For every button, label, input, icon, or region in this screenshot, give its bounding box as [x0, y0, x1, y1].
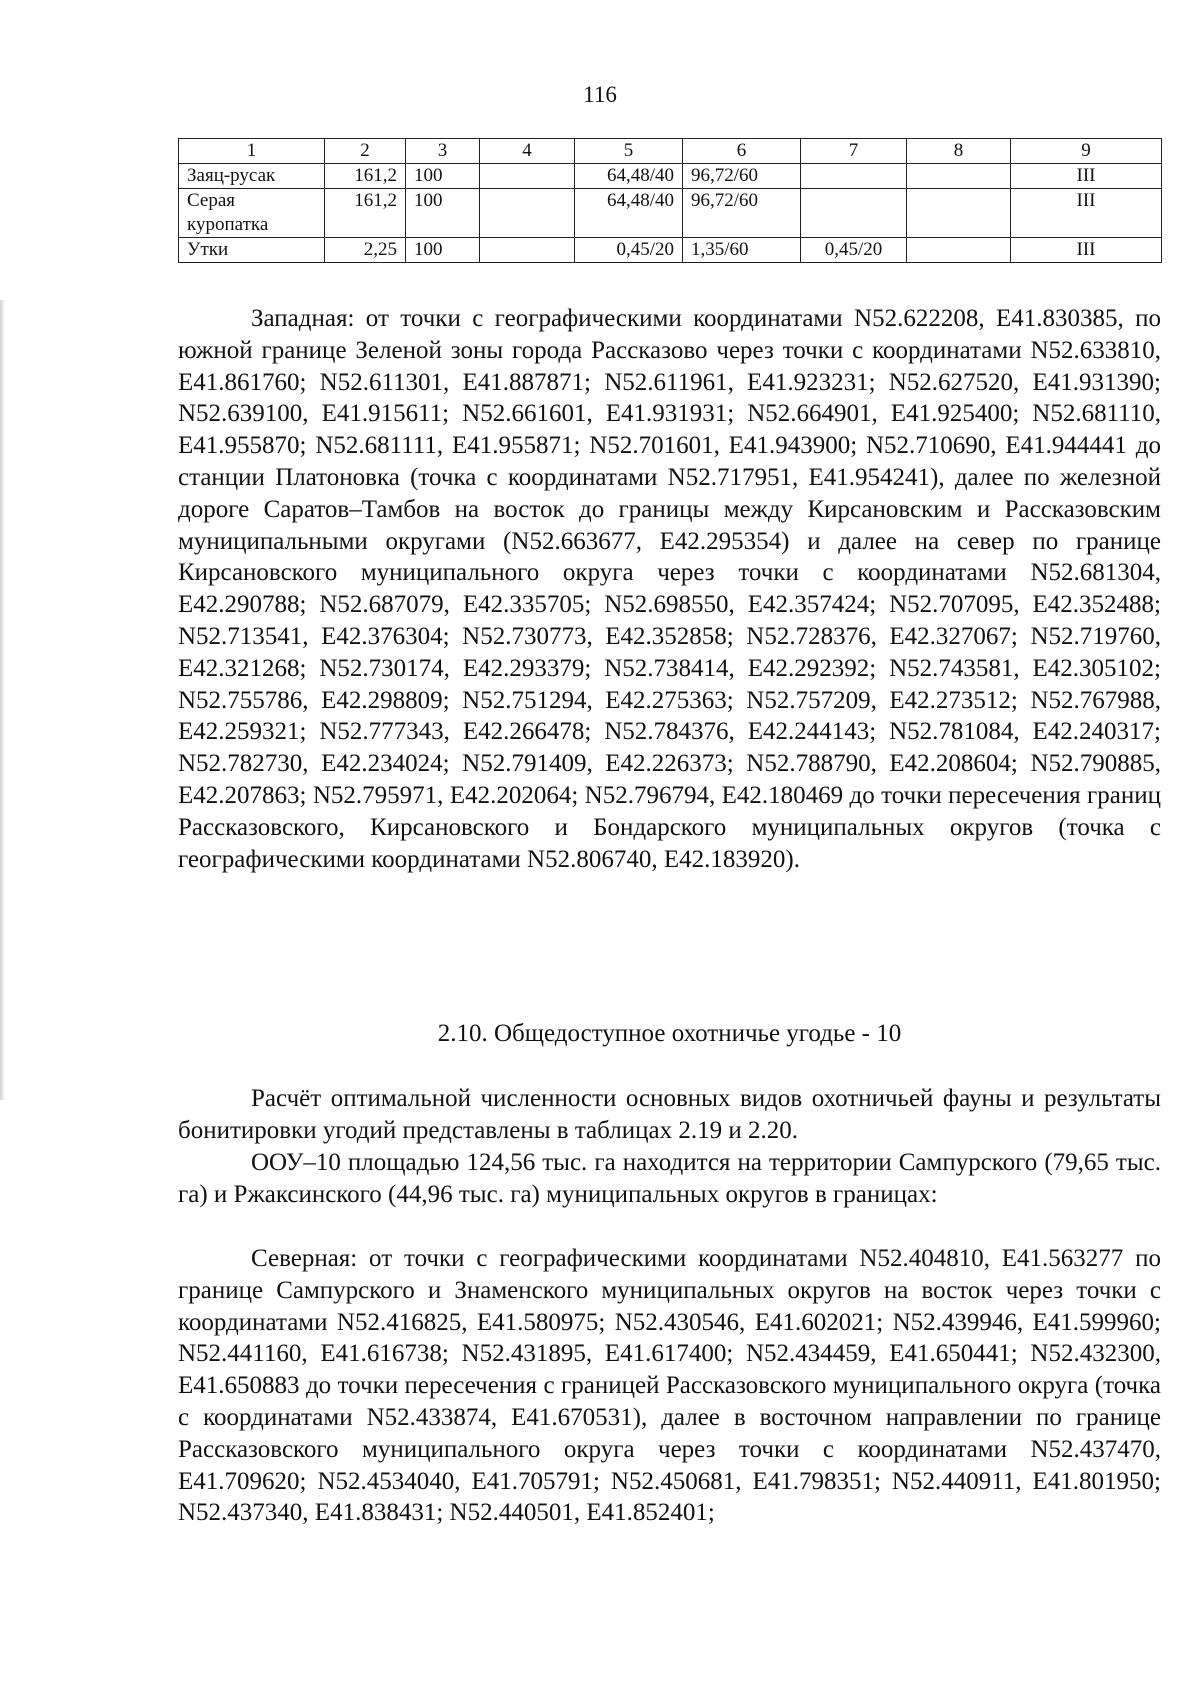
area-description-paragraph: ООУ–10 площадью 124,56 тыс. га находится на территории Сампурского (79,65 тыс. га) и Ржаксинского (44,96 тыс. га) муниципальных округов в границах:	[178, 1149, 1161, 1208]
table-cell: 96,72/60	[683, 164, 801, 189]
table-header-cell: 8	[907, 139, 1011, 164]
table-cell: 1,35/60	[683, 238, 801, 263]
table-header-cell: 9	[1011, 139, 1162, 164]
table-cell	[907, 189, 1011, 238]
table-cell: 64,48/40	[575, 189, 683, 238]
scan-shadow	[0, 300, 5, 1100]
table-cell	[801, 189, 907, 238]
table-row	[179, 164, 1162, 189]
page-number: 116	[583, 82, 617, 107]
table-header-row	[179, 139, 1162, 164]
table-cell	[907, 238, 1011, 263]
table-cell: 161,2	[325, 189, 406, 238]
calc-intro-paragraph: Расчёт оптимальной численности основных видов охотничьей фауны и результаты бонитировки угодий представлены в таблицах 2.19 и 2.20.	[178, 1085, 1161, 1144]
table-header-cell: 4	[480, 139, 575, 164]
table-cell: III	[1011, 164, 1162, 189]
table-cell: 96,72/60	[683, 189, 801, 238]
northern-border-paragraph: Северная: от точки с географическими координатами N52.404810, E41.563277 по границе Сампурского и Знаменского муниципальных округов на восток через точки с координатами N52.416825, E41.580975; N52.430546, E41.602021; N52.439946, E41.599960; N52.441160, E41.616738; N52.431895, E41.617400; N52.434459, E41.650441; N52.432300, E41.650883 до точки пересечения с границей Рассказовского муниципального округа (точка с координатами N52.433874, E41.670531), далее в восточном направлении по границе Рассказовского муниципального округа через точки с координатами N52.437470, E41.709620; N52.4534040, E41.705791; N52.450681, E41.798351; N52.440911, E41.801950; N52.437340, E41.838431; N52.440501, E41.852401;	[178, 1245, 1161, 1527]
western-border-paragraph: Западная: от точки с географическими координатами N52.622208, E41.830385, по южной границе Зеленой зоны города Рассказово через точки с координатами N52.633810, E41.861760; N52.611301, E41.887871; N52.611961, E41.923231; N52.627520, E41.931390; N52.639100, E41.915611; N52.661601, E41.931931; N52.664901, E41.925400; N52.681110, E41.955870; N52.681111, E41.955871; N52.701601, E41.943900; N52.710690, E41.944441 до станции Платоновка (точка с координатами N52.717951, E41.954241), далее по железной дороге Саратов–Тамбов на восток до границы между Кирсановским и Рассказовским муниципальными округами (N52.663677, E42.295354) и далее на север по границе Кирсановского муниципального округа через точки с координатами N52.681304, E42.290788; N52.687079, E42.335705; N52.698550, E42.357424; N52.707095, E42.352488; N52.713541, E42.376304; N52.730773, E42.352858; N52.728376, E42.327067; N52.719760, E42.321268; N52.730174, E42.293379; N52.738414, E42.292392; N52.743581, E42.305102; N52.755786, E42.298809; N52.751294, E42.275363; N52.757209, E42.273512; N52.767988, E42.259321; N52.777343, E42.266478; N52.784376, E42.244143; N52.781084, E42.240317; N52.782730, E42.234024; N52.791409, E42.226373; N52.788790, E42.208604; N52.790885, E42.207863; N52.795971, E42.202064; N52.796794, E42.180469 до точки пересечения границ Рассказовского, Кирсановского и Бондарского муниципальных округов (точка с географическими координатами N52.806740, E42.183920).	[178, 305, 1161, 873]
table-header-cell: 3	[406, 139, 480, 164]
table-header-cell: 2	[325, 139, 406, 164]
table-cell	[480, 238, 575, 263]
table-row	[179, 238, 1162, 263]
table-cell: 64,48/40	[575, 164, 683, 189]
table-header-cell: 1	[179, 139, 325, 164]
table-cell	[801, 164, 907, 189]
table-cell: 2,25	[325, 238, 406, 263]
table-cell: 161,2	[325, 164, 406, 189]
table-cell: III	[1011, 238, 1162, 263]
table-cell: 0,45/20	[801, 238, 907, 263]
section-heading: 2.10. Общедоступное охотничье угодье - 10	[437, 1020, 902, 1047]
table-header-cell: 7	[801, 139, 907, 164]
table-cell: 100	[406, 164, 480, 189]
table-header-cell: 5	[575, 139, 683, 164]
table-cell: 100	[406, 189, 480, 238]
species-cell: Утки	[179, 238, 325, 263]
species-cell: Серая куропатка	[179, 189, 325, 238]
table-cell: III	[1011, 189, 1162, 238]
table-cell: 0,45/20	[575, 238, 683, 263]
table-cell	[480, 164, 575, 189]
table-cell	[480, 189, 575, 238]
table-cell: 100	[406, 238, 480, 263]
species-cell: Заяц-русак	[179, 164, 325, 189]
table-cell	[907, 164, 1011, 189]
table-row	[179, 189, 1162, 238]
table-header-cell: 6	[683, 139, 801, 164]
fauna-table	[178, 138, 1162, 263]
